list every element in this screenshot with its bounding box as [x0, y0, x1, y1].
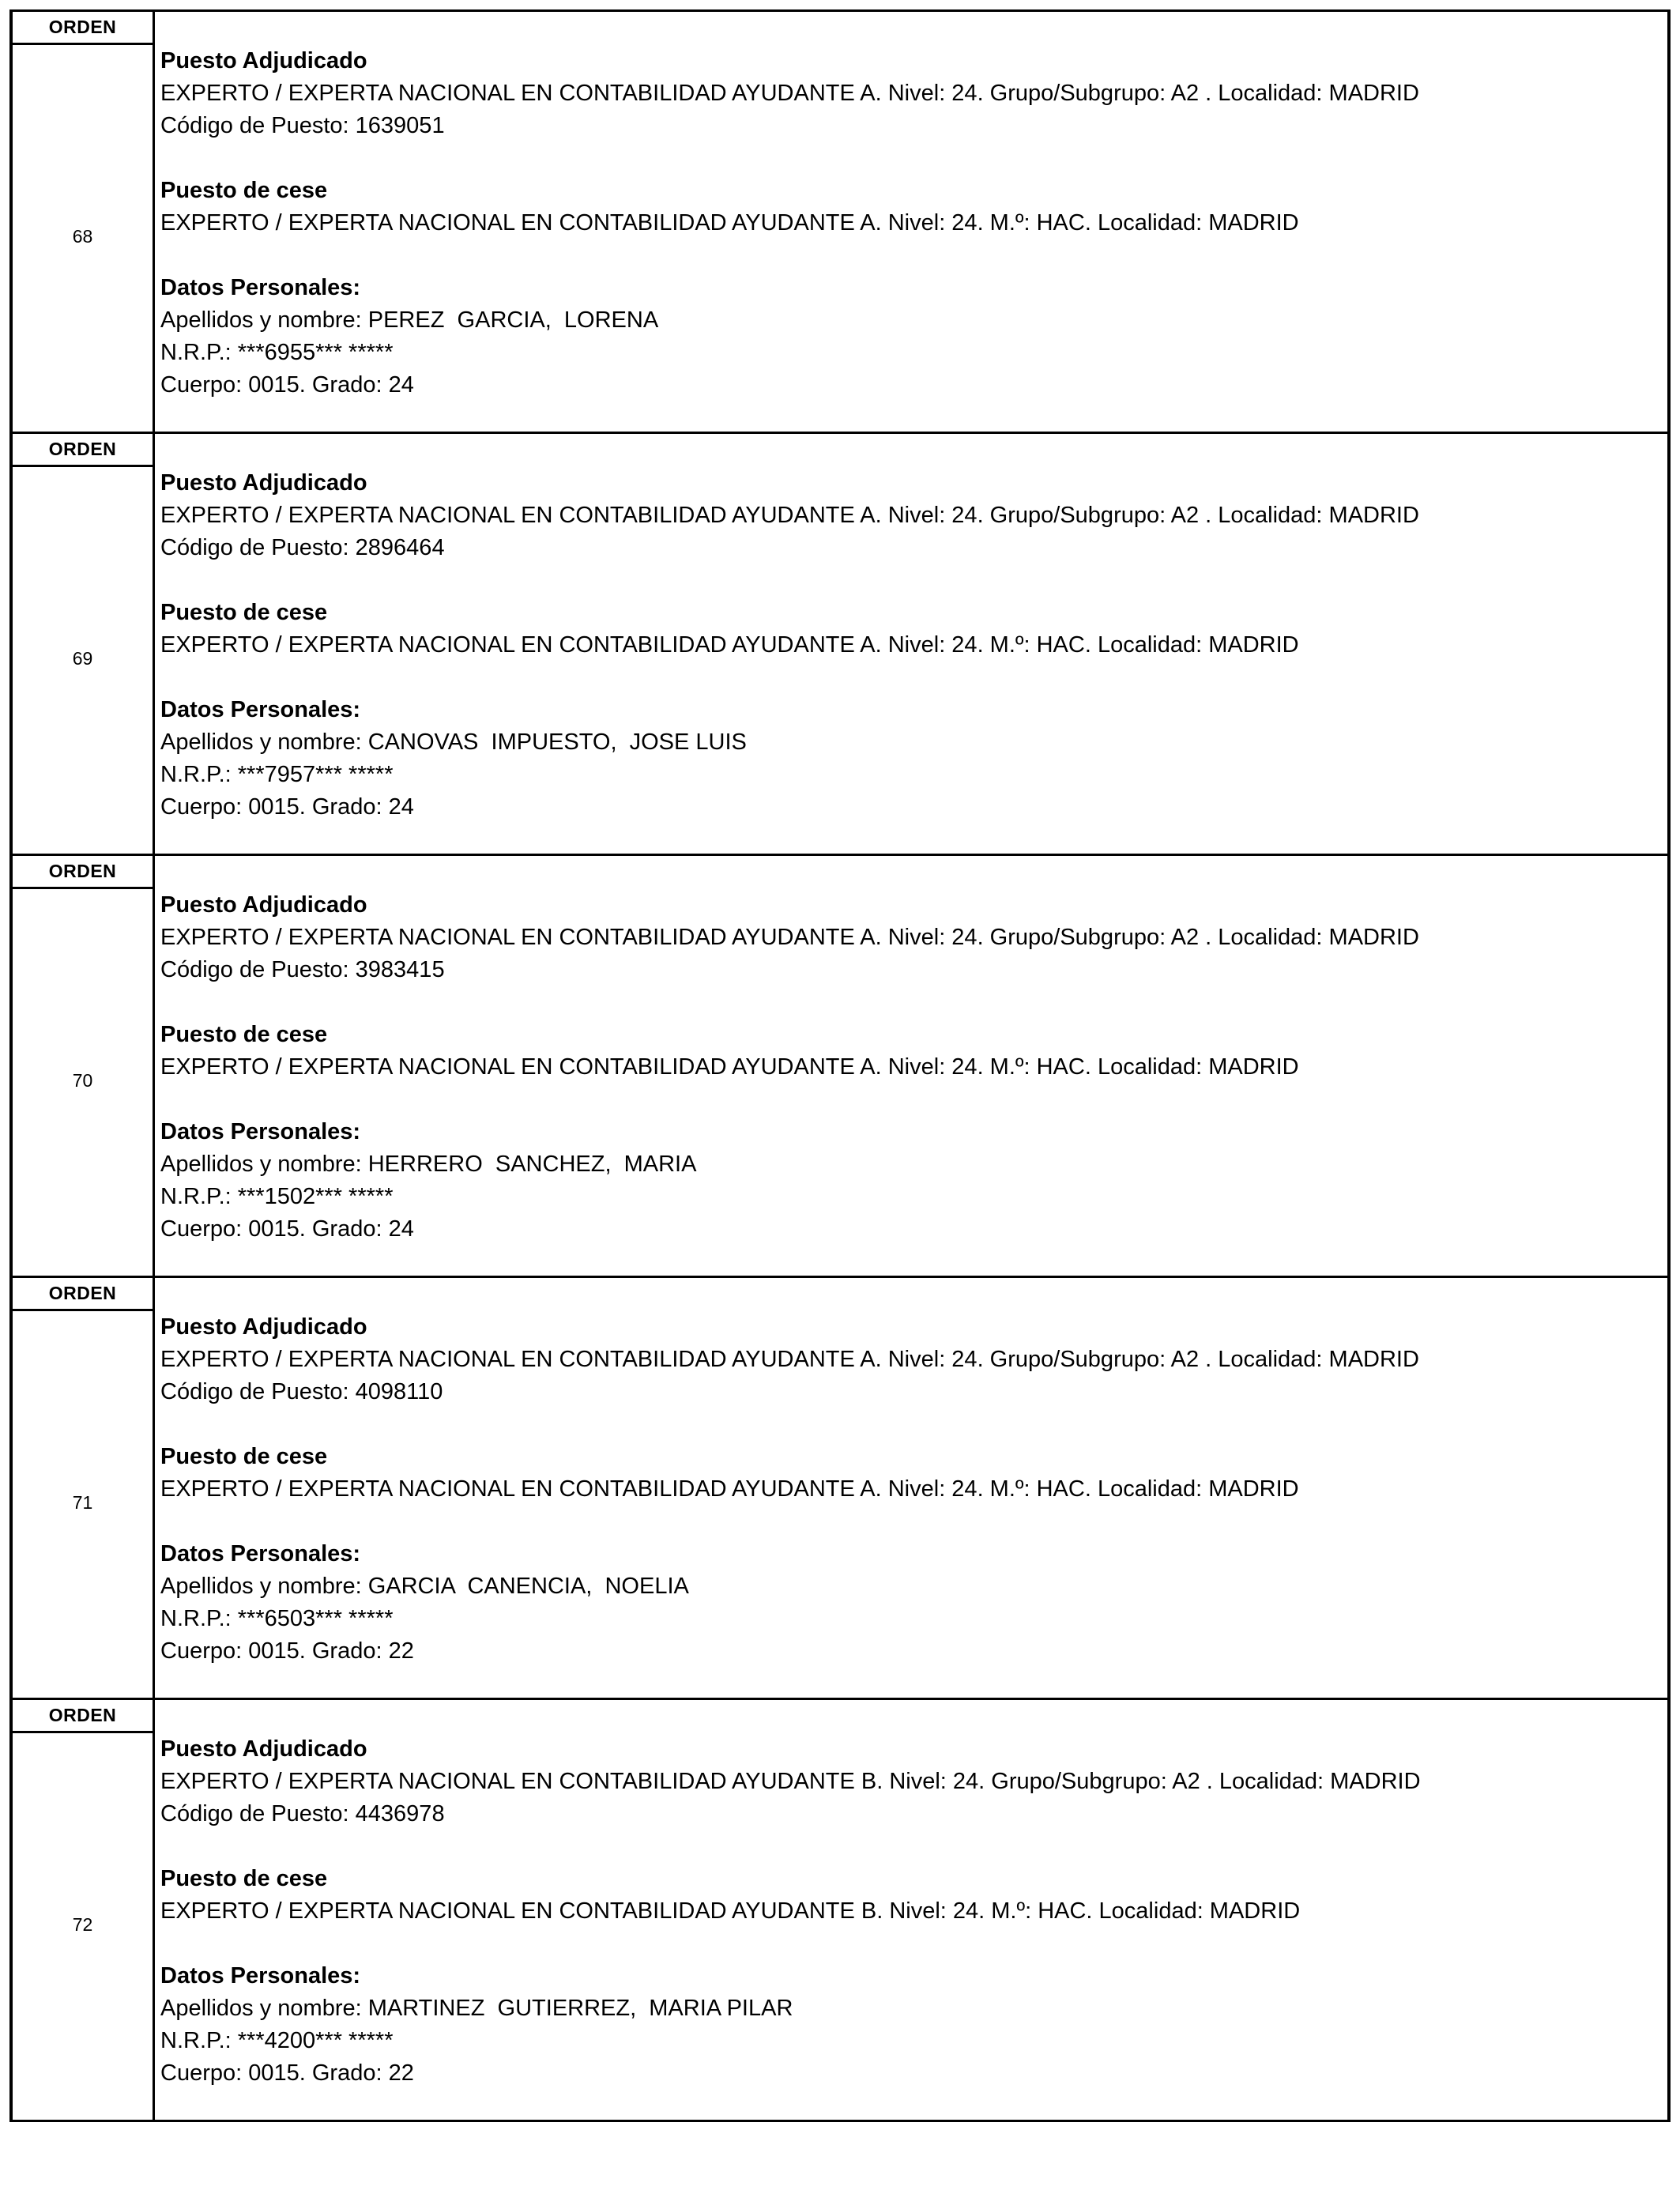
- orden-number: 72: [72, 1914, 93, 1935]
- cuerpo-text: Cuerpo: 0015. Grado: 24: [160, 1216, 414, 1242]
- datos-personales-heading: Datos Personales:: [160, 1963, 361, 1989]
- puesto-adjudicado-heading: Puesto Adjudicado: [160, 1736, 367, 1762]
- cuerpo-text: Cuerpo: 0015. Grado: 24: [160, 372, 414, 398]
- assignment-table: [9, 9, 1671, 2122]
- codigo-puesto-text: Código de Puesto: 1639051: [160, 113, 445, 138]
- orden-number: 69: [72, 648, 93, 669]
- codigo-puesto-text: Código de Puesto: 4436978: [160, 1801, 445, 1826]
- puesto-adjudicado-text: EXPERTO / EXPERTA NACIONAL EN CONTABILIDAD AYUDANTE A. Nivel: 24. Grupo/Subgrupo: A2 . Localidad: MADRID: [160, 81, 1419, 106]
- puesto-cese-heading: Puesto de cese: [160, 178, 328, 203]
- nombre-text: Apellidos y nombre: CANOVAS IMPUESTO, JOSE LUIS: [160, 729, 747, 755]
- puesto-cese-text: EXPERTO / EXPERTA NACIONAL EN CONTABILIDAD AYUDANTE B. Nivel: 24. M.º: HAC. Localidad: MADRID: [160, 1898, 1301, 1924]
- nombre-text: Apellidos y nombre: GARCIA CANENCIA, NOELIA: [160, 1574, 689, 1599]
- cuerpo-text: Cuerpo: 0015. Grado: 22: [160, 1638, 414, 1664]
- puesto-cese-text: EXPERTO / EXPERTA NACIONAL EN CONTABILIDAD AYUDANTE A. Nivel: 24. M.º: HAC. Localidad: MADRID: [160, 1054, 1299, 1080]
- nrp-text: N.R.P.: ***1502*** *****: [160, 1184, 394, 1209]
- puesto-cese-heading: Puesto de cese: [160, 1022, 328, 1047]
- record-details: [155, 1278, 1667, 1698]
- record-details: [155, 856, 1667, 1276]
- nrp-text: N.R.P.: ***6955*** *****: [160, 340, 394, 365]
- record-details: [155, 434, 1667, 854]
- puesto-adjudicado-text: EXPERTO / EXPERTA NACIONAL EN CONTABILIDAD AYUDANTE A. Nivel: 24. Grupo/Subgrupo: A2 . Localidad: MADRID: [160, 925, 1419, 950]
- puesto-adjudicado-heading: Puesto Adjudicado: [160, 892, 367, 918]
- nrp-text: N.R.P.: ***7957*** *****: [160, 762, 394, 787]
- record-row: [13, 434, 1667, 856]
- orden-column: [13, 434, 155, 854]
- orden-number: 68: [72, 226, 93, 247]
- puesto-cese-heading: Puesto de cese: [160, 1866, 328, 1891]
- cuerpo-text: Cuerpo: 0015. Grado: 24: [160, 794, 414, 820]
- orden-column: [13, 12, 155, 432]
- nombre-text: Apellidos y nombre: MARTINEZ GUTIERREZ, MARIA PILAR: [160, 1996, 793, 2021]
- nombre-text: Apellidos y nombre: PEREZ GARCIA, LORENA: [160, 307, 659, 333]
- cuerpo-text: Cuerpo: 0015. Grado: 22: [160, 2060, 414, 2086]
- codigo-puesto-text: Código de Puesto: 4098110: [160, 1379, 443, 1404]
- puesto-adjudicado-text: EXPERTO / EXPERTA NACIONAL EN CONTABILIDAD AYUDANTE B. Nivel: 24. Grupo/Subgrupo: A2 . Localidad: MADRID: [160, 1769, 1421, 1794]
- puesto-adjudicado-heading: Puesto Adjudicado: [160, 48, 367, 74]
- orden-column: [13, 1278, 155, 1698]
- puesto-cese-heading: Puesto de cese: [160, 600, 328, 625]
- datos-personales-heading: Datos Personales:: [160, 697, 361, 722]
- orden-label: ORDEN: [13, 1700, 153, 1733]
- nrp-text: N.R.P.: ***4200*** *****: [160, 2028, 394, 2053]
- datos-personales-heading: Datos Personales:: [160, 1119, 361, 1144]
- puesto-adjudicado-text: EXPERTO / EXPERTA NACIONAL EN CONTABILIDAD AYUDANTE A. Nivel: 24. Grupo/Subgrupo: A2 . Localidad: MADRID: [160, 1347, 1419, 1372]
- puesto-cese-heading: Puesto de cese: [160, 1444, 328, 1469]
- record-details: [155, 12, 1667, 432]
- record-row: [13, 12, 1667, 434]
- record-details: [155, 1700, 1667, 2120]
- puesto-adjudicado-heading: Puesto Adjudicado: [160, 470, 367, 496]
- datos-personales-heading: Datos Personales:: [160, 275, 361, 300]
- orden-column: [13, 856, 155, 1276]
- datos-personales-heading: Datos Personales:: [160, 1541, 361, 1566]
- nombre-text: Apellidos y nombre: HERRERO SANCHEZ, MARIA: [160, 1152, 697, 1177]
- puesto-adjudicado-text: EXPERTO / EXPERTA NACIONAL EN CONTABILIDAD AYUDANTE A. Nivel: 24. Grupo/Subgrupo: A2 . Localidad: MADRID: [160, 503, 1419, 528]
- puesto-adjudicado-heading: Puesto Adjudicado: [160, 1314, 367, 1340]
- orden-column: [13, 1700, 155, 2120]
- puesto-cese-text: EXPERTO / EXPERTA NACIONAL EN CONTABILIDAD AYUDANTE A. Nivel: 24. M.º: HAC. Localidad: MADRID: [160, 632, 1299, 658]
- codigo-puesto-text: Código de Puesto: 3983415: [160, 957, 445, 982]
- record-row: [13, 856, 1667, 1278]
- record-row: [13, 1700, 1667, 2122]
- puesto-cese-text: EXPERTO / EXPERTA NACIONAL EN CONTABILIDAD AYUDANTE A. Nivel: 24. M.º: HAC. Localidad: MADRID: [160, 1476, 1299, 1502]
- orden-label: ORDEN: [13, 434, 153, 467]
- record-row: [13, 1278, 1667, 1700]
- orden-label: ORDEN: [13, 1278, 153, 1311]
- puesto-cese-text: EXPERTO / EXPERTA NACIONAL EN CONTABILIDAD AYUDANTE A. Nivel: 24. M.º: HAC. Localidad: MADRID: [160, 210, 1299, 236]
- orden-number: 70: [72, 1070, 93, 1091]
- orden-number: 71: [72, 1492, 93, 1513]
- orden-label: ORDEN: [13, 856, 153, 889]
- orden-label: ORDEN: [13, 12, 153, 45]
- codigo-puesto-text: Código de Puesto: 2896464: [160, 535, 445, 560]
- nrp-text: N.R.P.: ***6503*** *****: [160, 1606, 394, 1631]
